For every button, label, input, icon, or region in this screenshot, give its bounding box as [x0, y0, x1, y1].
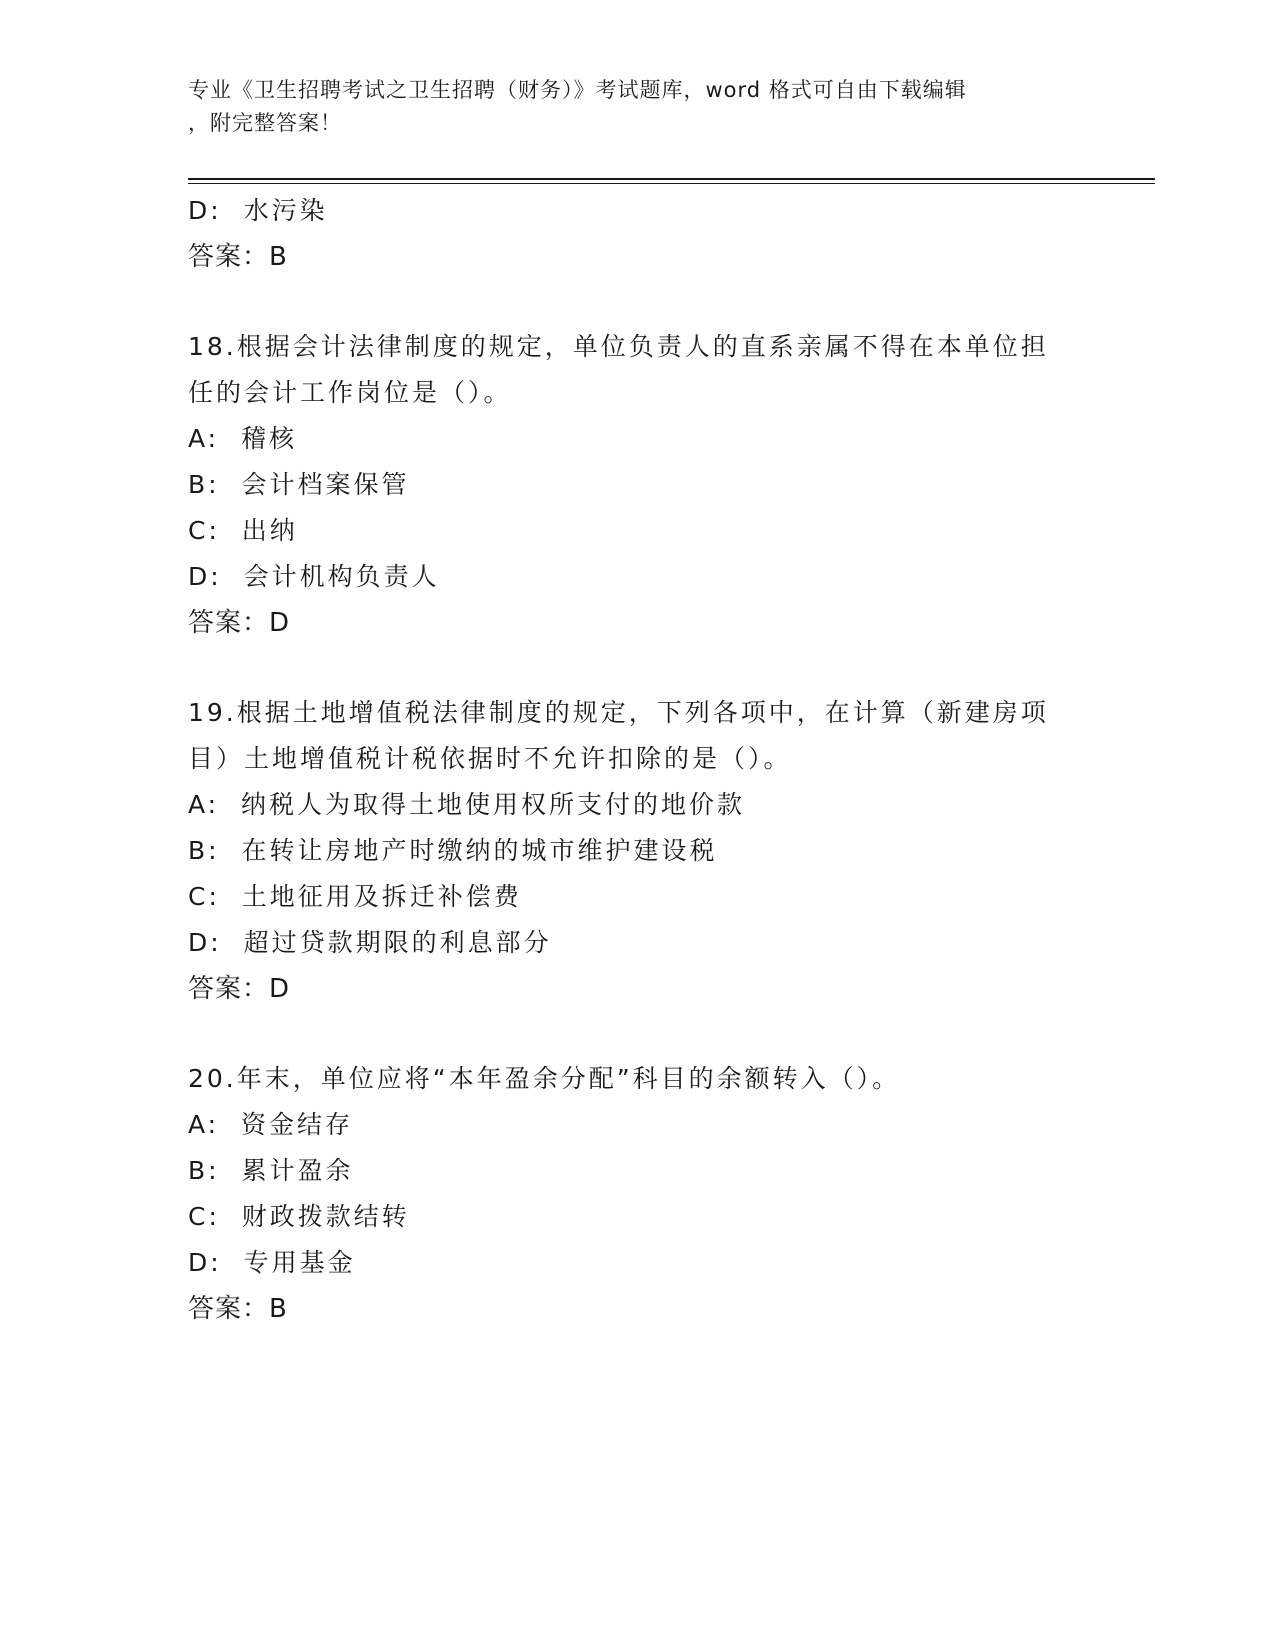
question-list: [188, 188, 1088, 1332]
question-stem: [188, 1056, 1088, 1102]
question-stem-line: 19.根据土地增值税法律制度的规定，下列各项中，在计算（新建房项: [188, 698, 1049, 727]
question-stem-line: 目）土地增值税计税依据时不允许扣除的是（）。: [188, 744, 792, 773]
option-d: D: 专用基金: [188, 1248, 356, 1277]
answer: 答案：D: [188, 974, 291, 1004]
document-header: [188, 74, 1078, 140]
answer: 答案：D: [188, 608, 291, 638]
header-line-1: 专业《卫生招聘考试之卫生招聘（财务）》考试题库，word 格式可自由下载编辑: [188, 78, 967, 102]
header-divider-thin: [188, 183, 1155, 184]
option-a: A: 资金结存: [188, 1110, 353, 1139]
header-line-2: ，附完整答案！: [188, 111, 342, 135]
continued-question: [188, 188, 1088, 280]
answer: 答案：B: [188, 1294, 288, 1324]
answer: 答案：B: [188, 242, 288, 272]
question-stem: [188, 324, 1088, 416]
option-b: B: 会计档案保管: [188, 470, 410, 499]
question-stem-line: 20.年末，单位应将“本年盈余分配”科目的余额转入（）。: [188, 1064, 901, 1093]
option-d: D: 超过贷款期限的利息部分: [188, 928, 552, 957]
option-c: C: 土地征用及拆迁补偿费: [188, 882, 522, 911]
option-a: A: 稽核: [188, 424, 297, 453]
option-d: D: 水污染: [188, 196, 328, 225]
question-19: [188, 690, 1088, 1012]
option-b: B: 在转让房地产时缴纳的城市维护建设税: [188, 836, 718, 865]
question-stem-line: 18.根据会计法律制度的规定，单位负责人的直系亲属不得在本单位担: [188, 332, 1049, 361]
option-c: C: 财政拨款结转: [188, 1202, 410, 1231]
header-divider-thick: [188, 178, 1155, 180]
option-c: C: 出纳: [188, 516, 298, 545]
option-b: B: 累计盈余: [188, 1156, 354, 1185]
question-20: [188, 1056, 1088, 1332]
option-d: D: 会计机构负责人: [188, 562, 440, 591]
question-18: [188, 324, 1088, 646]
option-a: A: 纳税人为取得土地使用权所支付的地价款: [188, 790, 745, 819]
question-stem: [188, 690, 1088, 782]
question-stem-line: 任的会计工作岗位是（）。: [188, 378, 512, 407]
